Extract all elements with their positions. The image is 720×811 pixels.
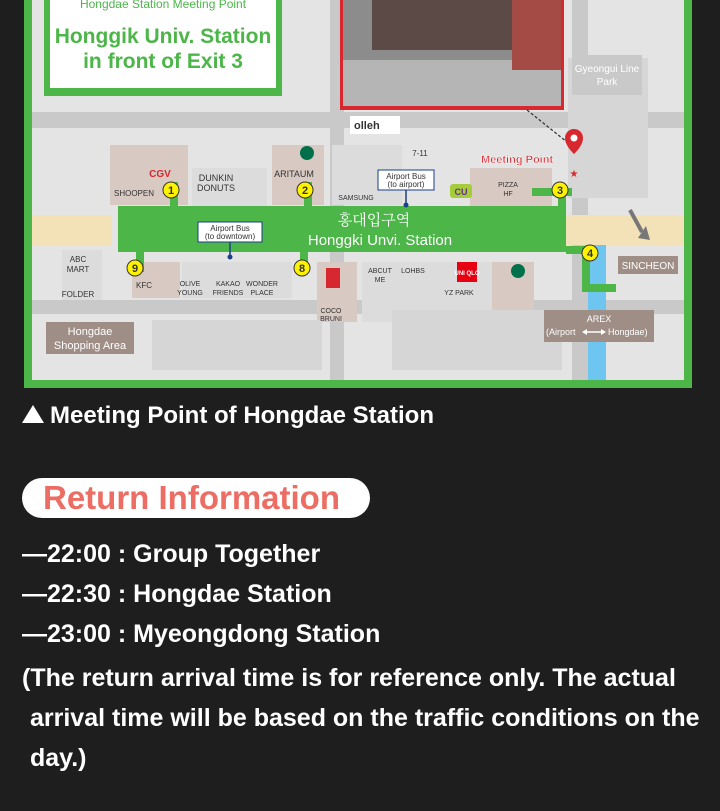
samsung-label: SAMSUNG (338, 195, 374, 202)
wonder-label-1: WONDER (246, 281, 278, 288)
kakao-label-1: KAKAO (215, 281, 241, 288)
exit-3-marker (552, 182, 568, 198)
return-info-heading (22, 478, 370, 518)
svg-text:UNI QLO: UNI QLO (454, 271, 480, 277)
dunkin-label-2: DONUTS (197, 183, 235, 193)
schedule-item-1: —22:00 : Group Together (22, 540, 321, 568)
olleh-label: olleh (354, 120, 380, 132)
coco-label-1: COCO (320, 308, 342, 315)
return-info-title: Return Information (43, 479, 340, 516)
arex-airport-label: (Airport (546, 327, 576, 337)
svg-text:★: ★ (569, 169, 579, 180)
return-note-line-1: (The return arrival time is for reference only. The actual (22, 664, 676, 692)
olive-young-label-1: OLIVE (179, 281, 201, 288)
return-note-line-2: arrival time will be based on the traffic conditions on the (30, 704, 700, 732)
exit-2-marker (297, 182, 313, 198)
station-korean-name: 홍대입구역 (337, 212, 411, 229)
starbucks-top-icon (300, 146, 314, 160)
map-box-title-line2: in front of Exit 3 (83, 50, 243, 73)
hongdae-area-label-2: Shopping Area (53, 340, 127, 352)
arex-label: AREX (586, 314, 612, 324)
wonder-label-2: PLACE (250, 290, 274, 297)
kfc-label: KFC (136, 281, 152, 290)
exit-4-marker (582, 245, 598, 261)
schedule-item-2: —22:30 : Hongdae Station (22, 580, 332, 608)
svg-text:1: 1 (167, 185, 175, 197)
meeting-point-label: Meeting Point (481, 154, 554, 166)
svg-text:2: 2 (301, 185, 309, 197)
abc-label-1: ABC (69, 255, 87, 264)
map-box-title-line1: Honggik Univ. Station (54, 25, 272, 48)
airport-bus-top-line2: (to airport) (387, 180, 425, 189)
folder-label: FOLDER (61, 290, 95, 299)
svg-text:9: 9 (131, 263, 139, 275)
coco-label-2: BRUNI (320, 316, 342, 323)
schedule-item-3: —23:00 : Myeongdong Station (22, 620, 381, 648)
pizza-label-2: HF (503, 191, 513, 198)
svg-text:4: 4 (586, 248, 594, 260)
seven-eleven-label: 7-11 (412, 149, 428, 158)
cgv-logo: CGV (149, 169, 171, 180)
airport-bus-left-line1: Airport Bus (210, 224, 250, 233)
map-caption (22, 402, 434, 430)
lohbs-label: LOHBS (401, 268, 425, 275)
station-map-svg (32, 0, 684, 380)
station-english-name: Honggki Unvi. Station (307, 232, 453, 249)
map-caption-text: Meeting Point of Hongdae Station (50, 402, 434, 429)
abc-label-2: MART (66, 265, 90, 274)
map-box-small-label: Hongdae Station Meeting Point (79, 0, 247, 11)
svg-text:3: 3 (556, 185, 564, 197)
abcut-label-2: ME (374, 277, 386, 284)
hongdae-area-label-1: Hongdae (67, 326, 113, 338)
airport-bus-top-line1: Airport Bus (386, 172, 426, 181)
kakao-label-2: FRIENDS (212, 290, 244, 297)
station-map (32, 0, 684, 380)
gyeongui-park-label: Park (596, 77, 618, 88)
exit-1-marker (163, 182, 179, 198)
gyeongui-line-label: Gyeongui Line (574, 64, 640, 75)
yz-park-label: YZ PARK (444, 290, 474, 297)
return-note (22, 658, 712, 778)
return-note-line-3: day.) (30, 744, 87, 772)
gong-cha-icon (326, 268, 340, 288)
exit-8-marker (294, 260, 310, 276)
arex-hongdae-label: Hongdae) (608, 327, 648, 337)
dunkin-label-1: DUNKIN (198, 173, 234, 183)
pizza-label-1: PIZZA (498, 182, 518, 189)
exit-9-marker (127, 260, 143, 276)
svg-text:8: 8 (298, 263, 306, 275)
svg-text:CU: CU (454, 187, 468, 197)
sincheon-label: SINCHEON (621, 261, 675, 272)
aritaum-label: ARITAUM (274, 169, 314, 179)
abcut-label-1: ABCUT (368, 268, 392, 275)
shoopen-label: SHOOPEN (114, 189, 155, 198)
airport-bus-left-line2: (to downtown) (204, 232, 256, 241)
map-frame (24, 0, 692, 388)
triangle-up-icon (22, 402, 44, 430)
olive-young-label-2: YOUNG (177, 290, 203, 297)
starbucks-bottom-icon (511, 264, 525, 278)
